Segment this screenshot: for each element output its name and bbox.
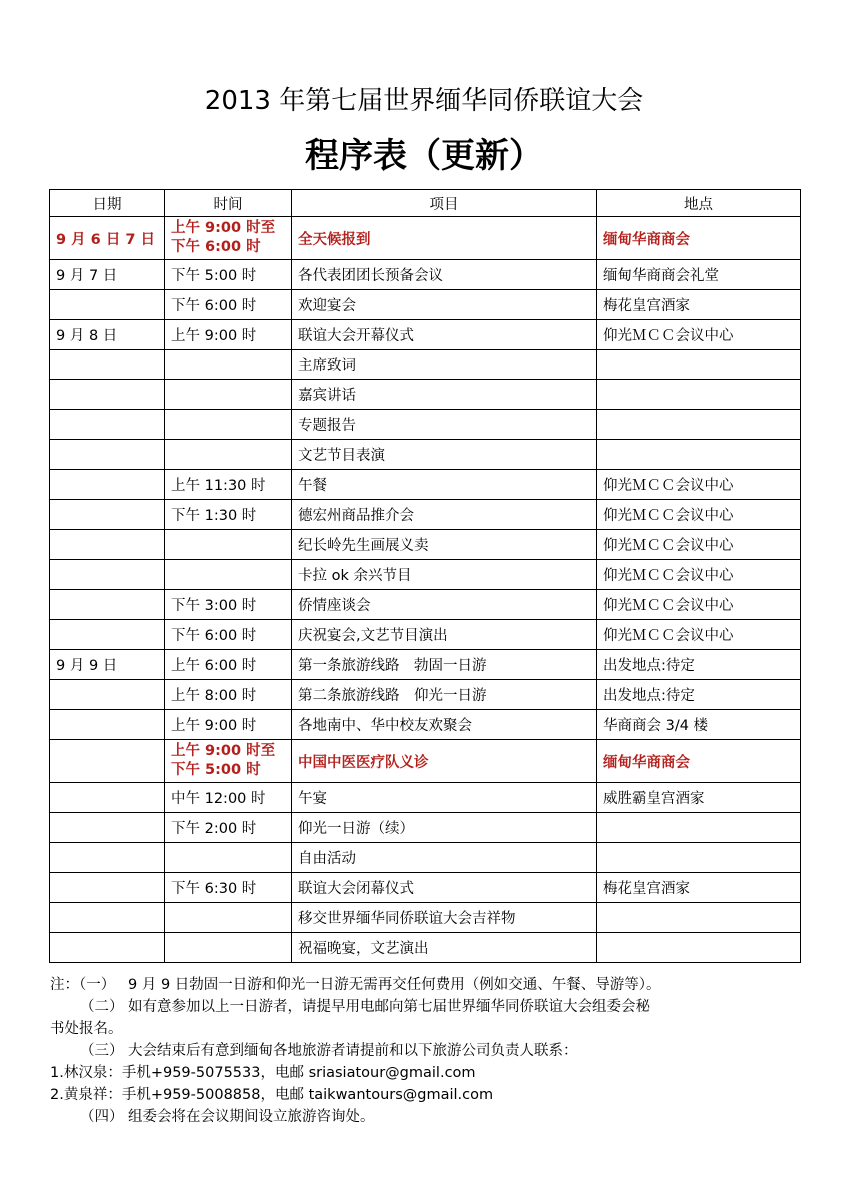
table-row [50, 873, 801, 903]
note-2-continued: 书处报名。 [50, 1021, 123, 1037]
cell-time: 上午 9:00 时至 下午 6:00 时 [165, 217, 292, 260]
cell-time: 下午 6:00 时 [165, 290, 292, 320]
cell-place [597, 350, 801, 380]
cell-item: 嘉宾讲话 [292, 380, 597, 410]
cell-item: 德宏州商品推介会 [292, 500, 597, 530]
cell-time [165, 440, 292, 470]
cell-date [50, 903, 165, 933]
cell-date [50, 740, 165, 783]
cell-date: 9 月 8 日 [50, 320, 165, 350]
cell-place: 仰光ＭＣＣ会议中心 [597, 500, 801, 530]
table-row [50, 933, 801, 963]
note-4 [50, 1106, 810, 1128]
note-3-text: 大会结束后有意到缅甸各地旅游者请提前和以下旅游公司负责人联系： [128, 1043, 578, 1059]
table-row [50, 620, 801, 650]
table-row [50, 260, 801, 290]
cell-place: 梅花皇宫酒家 [597, 290, 801, 320]
cell-date [50, 500, 165, 530]
schedule-body [50, 217, 801, 963]
cell-item: 主席致词 [292, 350, 597, 380]
cell-time [165, 350, 292, 380]
table-row [50, 740, 801, 783]
cell-item: 文艺节目表演 [292, 440, 597, 470]
cell-time [165, 530, 292, 560]
cell-time [165, 410, 292, 440]
cell-date [50, 410, 165, 440]
cell-time: 上午 11:30 时 [165, 470, 292, 500]
cell-time [165, 903, 292, 933]
cell-date [50, 873, 165, 903]
note-2 [50, 996, 810, 1018]
cell-date [50, 290, 165, 320]
table-row [50, 903, 801, 933]
note-1-marker: 注：（一） [50, 977, 116, 993]
cell-time: 上午 9:00 时 [165, 710, 292, 740]
table-row [50, 813, 801, 843]
cell-item: 午餐 [292, 470, 597, 500]
table-row [50, 680, 801, 710]
cell-item: 侨情座谈会 [292, 590, 597, 620]
cell-date [50, 620, 165, 650]
cell-place [597, 440, 801, 470]
cell-time [165, 560, 292, 590]
note-3-marker: （三） [80, 1043, 124, 1059]
cell-time [165, 380, 292, 410]
cell-item: 全天候报到 [292, 217, 597, 260]
table-row [50, 320, 801, 350]
cell-item: 联谊大会闭幕仪式 [292, 873, 597, 903]
cell-place [597, 903, 801, 933]
cell-item: 第一条旅游线路 勃固一日游 [292, 650, 597, 680]
cell-place [597, 843, 801, 873]
note-2-text: 如有意参加以上一日游者，请提早用电邮向第七届世界缅华同侨联谊大会组委会秘 [128, 999, 650, 1015]
header-place: 地点 [597, 190, 801, 217]
cell-time: 上午 8:00 时 [165, 680, 292, 710]
notes-section [50, 974, 810, 1128]
cell-item: 祝福晚宴，文艺演出 [292, 933, 597, 963]
cell-item: 中国中医医疗队义诊 [292, 740, 597, 783]
cell-time: 下午 2:00 时 [165, 813, 292, 843]
table-row [50, 470, 801, 500]
table-row [50, 410, 801, 440]
cell-time: 下午 3:00 时 [165, 590, 292, 620]
cell-date: 9 月 6 日 7 日 [50, 217, 165, 260]
cell-date [50, 350, 165, 380]
cell-date [50, 440, 165, 470]
table-row [50, 217, 801, 260]
cell-item: 第二条旅游线路 仰光一日游 [292, 680, 597, 710]
cell-item: 自由活动 [292, 843, 597, 873]
cell-place: 仰光ＭＣＣ会议中心 [597, 560, 801, 590]
table-row [50, 710, 801, 740]
cell-date [50, 380, 165, 410]
table-row [50, 380, 801, 410]
header-date: 日期 [50, 190, 165, 217]
cell-place [597, 933, 801, 963]
note-4-marker: （四） [80, 1109, 124, 1125]
contact-1: 1.林汉泉：手机+959-5075533，电邮 sriasiatour@gmail.com [50, 1065, 476, 1081]
cell-place: 华商商会 3/4 楼 [597, 710, 801, 740]
cell-place: 梅花皇宫酒家 [597, 873, 801, 903]
cell-time: 下午 5:00 时 [165, 260, 292, 290]
note-1 [50, 974, 810, 996]
table-row [50, 500, 801, 530]
cell-item: 专题报告 [292, 410, 597, 440]
cell-time: 上午 6:00 时 [165, 650, 292, 680]
table-row [50, 560, 801, 590]
contact-2: 2.黄泉祥：手机+959-5008858，电邮 taikwantours@gmail.com [50, 1087, 494, 1103]
cell-place: 出发地点:待定 [597, 680, 801, 710]
table-row [50, 350, 801, 380]
cell-place: 仰光ＭＣＣ会议中心 [597, 590, 801, 620]
cell-date [50, 560, 165, 590]
note-1-text: 9 月 9 日勃固一日游和仰光一日游无需再交任何费用（例如交通、午餐、导游等）。 [128, 977, 661, 993]
cell-place: 仰光ＭＣＣ会议中心 [597, 470, 801, 500]
cell-date [50, 470, 165, 500]
note-3 [50, 1040, 810, 1062]
cell-time: 下午 6:00 时 [165, 620, 292, 650]
cell-date [50, 783, 165, 813]
cell-place: 威胜霸皇宫酒家 [597, 783, 801, 813]
cell-time: 中午 12:00 时 [165, 783, 292, 813]
cell-time: 下午 1:30 时 [165, 500, 292, 530]
note-4-text: 组委会将在会议期间设立旅游咨询处。 [128, 1109, 375, 1125]
cell-item: 纪长岭先生画展义卖 [292, 530, 597, 560]
cell-place: 出发地点:待定 [597, 650, 801, 680]
table-row [50, 783, 801, 813]
cell-date [50, 813, 165, 843]
cell-place: 缅甸华商商会 [597, 740, 801, 783]
table-row [50, 590, 801, 620]
cell-item: 各代表团团长预备会议 [292, 260, 597, 290]
cell-date: 9 月 9 日 [50, 650, 165, 680]
page-title: 2013 年第七届世界缅华同侨联谊大会 [204, 86, 644, 116]
cell-item: 午宴 [292, 783, 597, 813]
cell-item: 移交世界缅华同侨联谊大会吉祥物 [292, 903, 597, 933]
cell-place: 仰光ＭＣＣ会议中心 [597, 530, 801, 560]
cell-time: 下午 6:30 时 [165, 873, 292, 903]
cell-date [50, 590, 165, 620]
cell-time [165, 933, 292, 963]
page-subtitle: 程序表（更新） [305, 136, 543, 176]
table-row [50, 843, 801, 873]
table-row [50, 650, 801, 680]
header-item: 项目 [292, 190, 597, 217]
cell-place: 缅甸华商商会 [597, 217, 801, 260]
cell-place [597, 813, 801, 843]
cell-place: 仰光ＭＣＣ会议中心 [597, 320, 801, 350]
cell-item: 联谊大会开幕仪式 [292, 320, 597, 350]
cell-date [50, 530, 165, 560]
table-header-row [50, 190, 801, 217]
cell-time: 上午 9:00 时 [165, 320, 292, 350]
cell-place [597, 380, 801, 410]
cell-item: 庆祝宴会,文艺节目演出 [292, 620, 597, 650]
cell-time [165, 843, 292, 873]
table-row [50, 290, 801, 320]
cell-date: 9 月 7 日 [50, 260, 165, 290]
table-row [50, 530, 801, 560]
cell-place: 缅甸华商商会礼堂 [597, 260, 801, 290]
cell-date [50, 933, 165, 963]
cell-item: 欢迎宴会 [292, 290, 597, 320]
cell-place [597, 410, 801, 440]
header-time: 时间 [165, 190, 292, 217]
cell-item: 卡拉 ok 余兴节目 [292, 560, 597, 590]
cell-item: 各地南中、华中校友欢聚会 [292, 710, 597, 740]
cell-date [50, 710, 165, 740]
cell-date [50, 680, 165, 710]
cell-item: 仰光一日游（续） [292, 813, 597, 843]
table-row [50, 440, 801, 470]
cell-time: 上午 9:00 时至 下午 5:00 时 [165, 740, 292, 783]
schedule-table [49, 189, 801, 963]
note-2-marker: （二） [80, 999, 124, 1015]
cell-date [50, 843, 165, 873]
cell-place: 仰光ＭＣＣ会议中心 [597, 620, 801, 650]
